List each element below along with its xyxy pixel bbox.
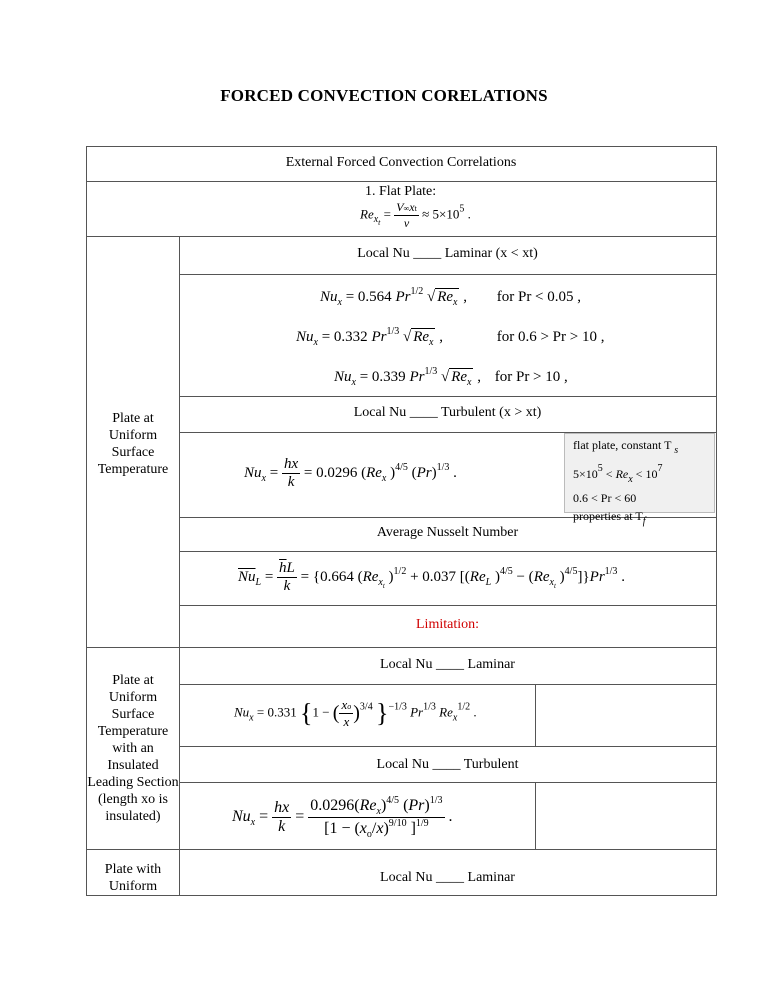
eq1-coefficient: = 0.564 xyxy=(345,289,392,305)
average-nusselt-equation: $\overline{Nu}_L$ = $\frac{\overline{h}L}{k}$ = {0.664 ($Re_{x_t}$ )$^{1/2}$ + 0.037 [($Re_L$ )$^{4/5} - (Re_{x_t}$ )$^{4/5}]\}Pr^{1/3}$ . xyxy=(238,560,625,594)
average-heading-divider xyxy=(179,551,716,552)
insulated-turbulent-equation: $Nu_x$ = $\frac{hx}{k}$ = $\frac{0.0296(Re_x)^{4/5} (Pr)^{1/3}}{[1 - (x_o/x)^{9/10} ]^{1/9}}$ . xyxy=(232,795,453,840)
note-line-4: properties at T xyxy=(573,509,643,523)
uniform-temp-label: Plate at Uniform Surface Temperature xyxy=(97,411,169,477)
critical-reynolds-value: ≈ 5×10 xyxy=(422,206,460,222)
avg-coef-a: 0.664 xyxy=(320,568,354,585)
header-divider xyxy=(86,181,716,182)
ins-laminar-right-cell xyxy=(535,684,536,746)
note-line-3: 0.6 < Pr < 60 xyxy=(573,491,637,505)
local-laminar-heading: Local Nu ____ Laminar (x < xt) xyxy=(357,246,538,261)
turbulent-coefficient: = 0.0296 xyxy=(303,464,358,481)
table-top-border xyxy=(86,146,716,147)
turbulent-equation: $Nu_x$ = $\frac{hx}{k}$ = 0.0296 ($Re_x$ )$^{4/5}$ $(Pr)^{1/3}$ . xyxy=(244,456,457,490)
note-line-1: flat plate, constant T xyxy=(573,438,672,452)
ins-turbulent-right-cell xyxy=(535,782,536,849)
ins-laminar-eq-divider xyxy=(179,746,716,747)
table-header: External Forced Convection Correlations xyxy=(285,155,517,170)
section2-bottom xyxy=(86,849,716,850)
uniform-flux-label: Plate with Uniform xyxy=(104,862,162,894)
average-nusselt-heading: Average Nusselt Number xyxy=(376,525,519,540)
laminar-eq-divider xyxy=(179,396,716,397)
local-turbulent-heading: Local Nu ____ Turbulent (x > xt) xyxy=(353,405,542,420)
insulated-laminar-equation: $Nu_x = 0.331$ {1 − ( $\frac{xo}{x}$ )$^{3/4}$ }$^{-1/3}$ $Pr^{1/3}$ $Re_x^{1/2}$ . xyxy=(234,697,477,729)
eq3-condition: for Pr > 10 , xyxy=(494,369,568,385)
laminar-eq-low-pr: $Nu_x = 0.564$ $Pr^{1/2}$ √ $Re_x$ , for Pr < 0.05 , xyxy=(320,286,582,308)
laminar-heading-divider xyxy=(179,274,716,275)
uniform-flux-laminar-heading: Local Nu ____ Laminar xyxy=(380,870,515,885)
label-column-border xyxy=(179,236,180,895)
flat-plate-divider xyxy=(86,236,716,237)
eq2-condition: for 0.6 > Pr > 10 , xyxy=(496,329,605,345)
eq3-coefficient: = 0.339 xyxy=(359,369,406,385)
eq1-condition: for Pr < 0.05 , xyxy=(496,289,582,305)
average-eq-divider xyxy=(179,605,716,606)
section1-bottom xyxy=(86,647,716,648)
critical-reynolds-exponent: 5 xyxy=(459,203,465,215)
insulated-laminar-heading: Local Nu ____ Laminar xyxy=(380,657,515,672)
ins-turbulent-heading-divider xyxy=(179,782,716,783)
document-title: FORCED CONVECTION CORELATIONS xyxy=(220,86,548,105)
table-bottom-border xyxy=(86,895,716,896)
note-line-2: 5×10 xyxy=(573,467,598,481)
flat-plate-heading: 1. Flat Plate: xyxy=(365,184,437,199)
eq2-coefficient: = 0.332 xyxy=(321,329,368,345)
ins-laminar-heading-divider xyxy=(179,684,716,685)
turbulent-validity-note: flat plate, constant T $_s$ $5\times 10^5 < Re_x < 10^7$ 0.6 < Pr < 60 properties at $T_f$ xyxy=(564,433,715,513)
insulated-section-label: Plate at Uniform Surface Temperature with an Insulated Leading Section (length xo is insulated) xyxy=(87,673,179,824)
insulated-turbulent-heading: Local Nu ____ Turbulent xyxy=(376,757,519,772)
limitation-label: Limitation: xyxy=(416,617,479,632)
laminar-eq-mid-pr: $Nu_x = 0.332$ $Pr^{1/3}$ √ $Re_x$ , for 0.6 > Pr > 10 , xyxy=(296,326,605,348)
critical-reynolds-equation: $Re_{x_t}$ = $\frac{V\infty xt}{\nu}$ ≈ $5\times 10^5$ . xyxy=(360,200,471,230)
avg-coef-b: + 0.037 xyxy=(410,568,457,585)
insulated-laminar-coefficient: = 0.331 xyxy=(256,704,297,720)
insulated-turbulent-coefficient: 0.0296 xyxy=(310,797,355,814)
table-right-border xyxy=(716,146,717,896)
laminar-eq-high-pr: $Nu_x = 0.339$ $Pr^{1/3}$ √ $Re_x$ , for Pr > 10 , xyxy=(334,366,568,388)
